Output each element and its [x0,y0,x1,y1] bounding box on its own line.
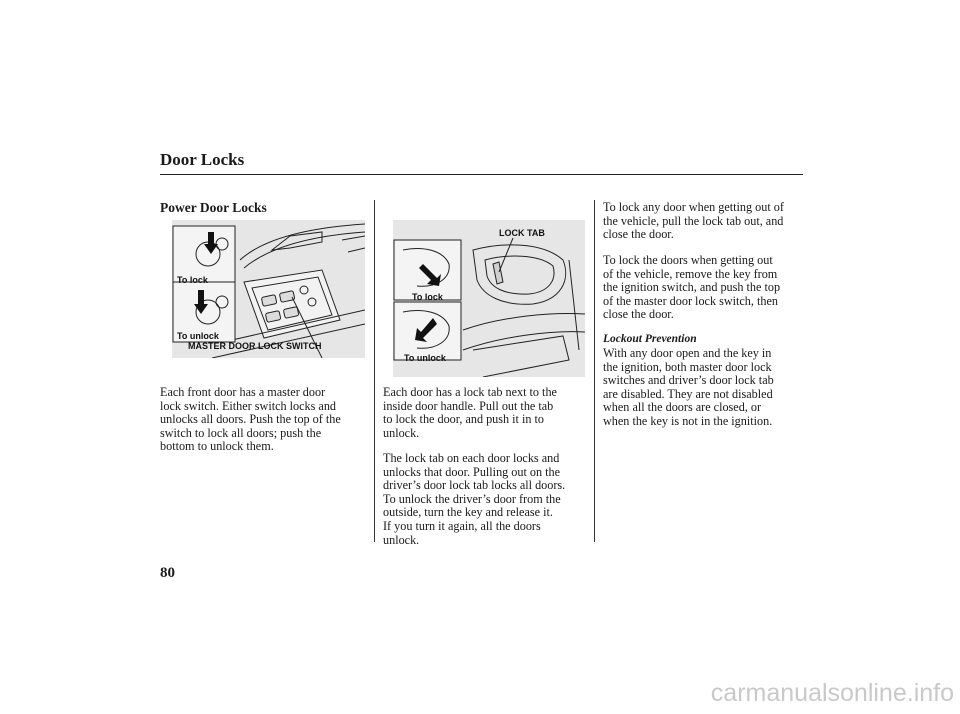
master-switch-paragraph: Each front door has a master door lock switch. Either switch locks and unlocks all doors. Push the top of the switch to lock all doors; push the bottom to unlock them. [160,385,341,454]
caption-tab-to-lock: To lock [412,292,443,302]
lockout-prevention-heading: Lockout Prevention [603,333,697,345]
lock-with-master-switch-paragraph: To lock the doors when getting out of the vehicle, remove the key from the ignition switch, and push the top of the master door lock switch, then close the door. [603,253,781,322]
column-divider-right [594,200,595,542]
watermark: carmanualsonline.info [710,679,954,707]
driver-lock-tab-paragraph: The lock tab on each door locks and unlocks that door. Pulling out on the driver’s door lock tab locks all doors. To unlock the driver’s door from the outside, turn the key and release it. If you turn it again, all the doors unlock. [383,451,566,547]
lockout-prevention-paragraph: With any door open and the key in the ignition, both master door lock switches and driver’s door lock tab are disabled. They are not disabled when all the doors are closed, or when the key is not in the ignition. [603,346,774,428]
title-divider [160,174,803,175]
lock-tab-paragraph: Each door has a lock tab next to the inside door handle. Pull out the tab to lock the door, and push it in to unlock. [383,385,557,440]
page-title: Door Locks [160,150,245,169]
caption-tab-to-unlock: To unlock [404,353,446,363]
caption-master-switch: MASTER DOOR LOCK SWITCH [188,341,322,351]
page-number: 80 [160,565,175,581]
column-divider-left [374,200,375,542]
caption-to-lock: To lock [177,275,208,285]
section-heading: Power Door Locks [160,200,267,215]
lock-when-exiting-paragraph: To lock any door when getting out of the vehicle, pull the lock tab out, and close the door. [603,200,784,242]
caption-lock-tab: LOCK TAB [499,228,545,238]
caption-to-unlock: To unlock [177,331,219,341]
